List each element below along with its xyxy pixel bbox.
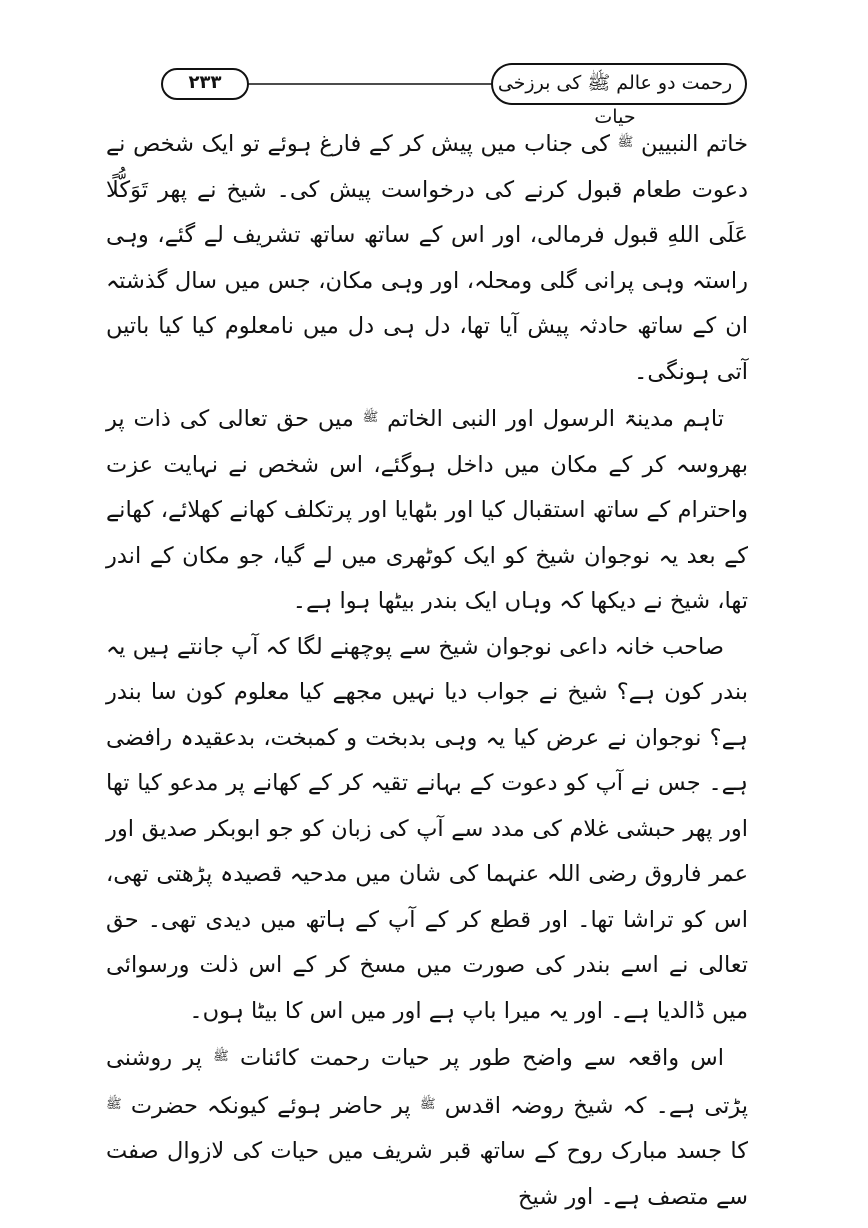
- salawat-honorific: ﷺ: [362, 410, 379, 425]
- paragraph-text: اس واقعہ سے واضح طور پر حیات رحمت کائنات: [240, 1045, 724, 1071]
- running-title: رحمت دو عالم ﷺ کی برزخی حیات: [497, 72, 733, 128]
- paragraph-text: کا جسد مبارک روح کے ساتھ قبر شریف میں حیات کی لازوال صفت سے متصف ہے۔ اور شیخ: [106, 1138, 748, 1210]
- paragraph-text: صاحب خانہ داعی نوجوان شیخ سے پوچھنے لگا کہ آپ جانتے ہیں یہ بندر کون ہے؟ شیخ نے جواب دیا نہیں مجھے کیا معلوم کون سا بندر ہے؟ نوجوان نے عرض کیا یہ وہی بدبخت و کمبخت، بدعقیدہ رافضی ہے۔ جس نے آپ کو دعوت کے بہانے تقیہ کر کے کھانے پر مدعو کیا تھا اور پھر حبشی غلام کی مدد سے آپ کی زبان کو جو ابوبکر صدیق اور عمر فاروق رضی اللہ عنہما کی شان میں مدحیہ قصیدہ پڑھتی تھی، اس کو تراشا تھا۔ اور قطع کر کے آپ کے ہاتھ میں دیدی تھی۔ حق تعالی نے اسے بندر کی صورت میں مسخ کر کے اس ذلت ورسوائی میں ڈالدیا ہے۔ اور یہ میرا باپ ہے اور میں اس کا بیٹا ہوں۔: [106, 633, 748, 1024]
- salawat-honorific: ﷺ: [213, 1049, 229, 1064]
- paragraph-text: میں حق تعالی کی ذات پر بھروسہ کر کے مکان میں داخل ہوگئے، اس شخص نے نہایت عزت واحترام کے ساتھ استقبال کیا اور بٹھایا اور پرتکلف کھانے کھلائے، کھانے کے بعد یہ نوجوان شیخ کو ایک کوٹھری میں لے گیا، جو مکان کے اندر تھا، شیخ نے دیکھا کہ وہاں ایک بندر بیٹھا ہوا ہے۔: [106, 406, 748, 614]
- paragraph: [106, 1034, 748, 1220]
- page-number: ۲۳۳: [188, 72, 222, 93]
- page-body: [106, 120, 748, 1220]
- salawat-honorific: ﷺ: [106, 1096, 122, 1112]
- paragraph: [106, 625, 748, 1035]
- paragraph-text: تاہم مدینۃ الرسول اور النبی الخاتم: [387, 406, 725, 432]
- salawat-honorific: ﷺ: [617, 135, 634, 150]
- salawat-honorific: ﷺ: [419, 1096, 436, 1112]
- paragraph: [106, 395, 748, 625]
- paragraph: [106, 120, 748, 395]
- page-header: [160, 58, 750, 128]
- paragraph-text: پر حاضر ہوئے کیونکہ حضرت: [130, 1092, 411, 1119]
- paragraph-text: خاتم النبیین: [640, 131, 749, 157]
- paragraph-text: کی جناب میں پیش کر کے فارغ ہوئے تو ایک شخص نے دعوت طعام قبول کرنے کی درخواست پیش کی۔ شیخ نے پھر تَوَکُّلًا عَلَی اللهِ قبول فرمالی، اور اس کے ساتھ ساتھ تشریف لے گئے، وہی راستہ وہی پرانی گلی ومحلہ، اور وہی مکان، جس میں سال گذشتہ ان کے ساتھ حادثہ پیش آیا تھا، دل ہی دل میں نامعلوم کیا کیا باتیں آتی ہونگی۔: [106, 131, 748, 385]
- paragraph-text: پر روشنی پڑتی ہے۔ کہ شیخ روضہ اقدس: [106, 1045, 749, 1119]
